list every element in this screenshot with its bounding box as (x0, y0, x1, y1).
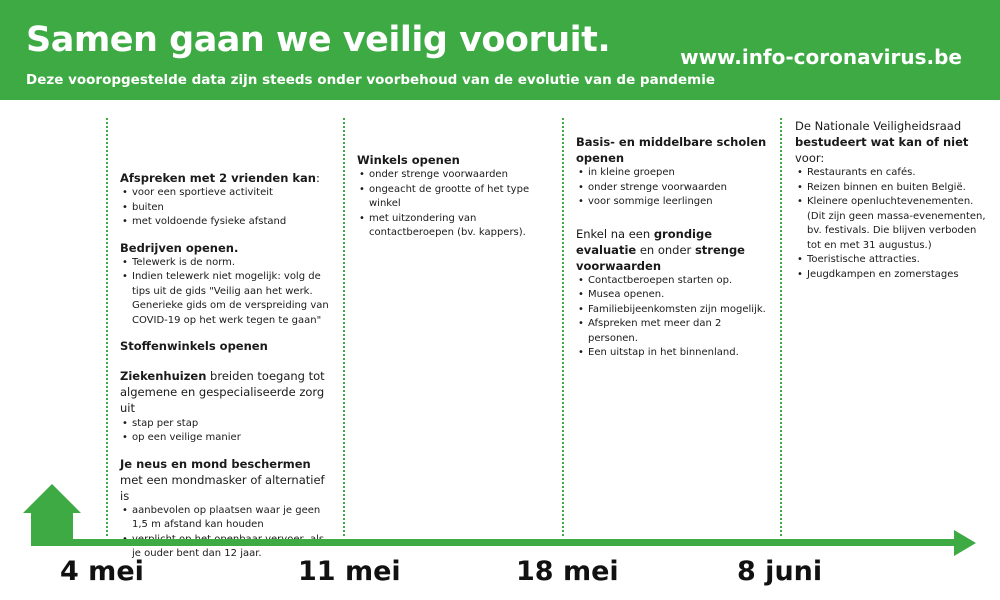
list-item: • voor een sportieve activiteit (120, 186, 336, 201)
list-item: • Familiebijeenkomsten zijn mogelijk. (576, 303, 774, 318)
measure-heading: Afspreken met 2 vrienden kan: (120, 171, 320, 185)
timeline-divider (562, 118, 564, 536)
timeline-axis (35, 539, 957, 546)
phase-18-mei (576, 134, 774, 371)
measure-list (576, 274, 774, 361)
list-item: • onder strenge voorwaarden (576, 181, 774, 196)
measure-list (357, 168, 557, 241)
list-item: • op een veilige manier (120, 431, 336, 446)
measure-heading: De Nationale Veiligheidsraad bestudeert wat kan of niet voor: (795, 119, 969, 166)
list-item: • Reizen binnen en buiten België. (795, 181, 987, 196)
list-item: • met voldoende fysieke afstand (120, 215, 336, 230)
list-item: • voor sommige leerlingen (576, 195, 774, 210)
list-item: • Restaurants en cafés. (795, 166, 987, 181)
measure-heading: Enkel na een grondige evaluatie en onder strenge voorwaarden (576, 226, 745, 273)
measure-list (576, 166, 774, 210)
phase-8-juni (795, 118, 987, 292)
list-item: • Telewerk is de norm. (120, 256, 336, 271)
date-label: 18 mei (516, 556, 619, 587)
house-icon (20, 483, 84, 547)
measure-list (120, 417, 336, 446)
page-title: Samen gaan we veilig vooruit. (26, 20, 611, 60)
list-item: • ongeacht de grootte of het type winkel (357, 183, 557, 212)
measure-block (120, 240, 336, 329)
measure-heading: Winkels openen (357, 153, 460, 167)
measure-block (357, 152, 557, 241)
list-item: • Kleinere openluchtevenementen. (Dit zijn geen massa-evenementen, bv. festivals. Die blijven verboden tot en met 31 augustus.) (795, 195, 987, 253)
header-banner (0, 0, 1000, 100)
list-item: • met uitzondering van contactberoepen (bv. kappers). (357, 212, 557, 241)
measure-heading: Je neus en mond beschermen met een mondmasker of alternatief is (120, 456, 325, 503)
list-item: • Toeristische attracties. (795, 253, 987, 268)
measure-list (120, 256, 336, 329)
measure-list (120, 504, 336, 562)
list-item: • je ouder bent dan 12 jaar. (120, 533, 336, 562)
list-item: • Een uitstap in het binnenland. (576, 346, 774, 361)
timeline-divider (780, 118, 782, 536)
phase-4-mei (120, 170, 336, 572)
measure-list (795, 166, 987, 282)
measure-list (120, 186, 336, 230)
measure-block (795, 118, 987, 282)
measure-block (576, 134, 774, 210)
measure-block (120, 368, 336, 445)
list-item: • onder strenge voorwaarden (357, 168, 557, 183)
page-subtitle: Deze vooropgestelde data zijn steeds onder voorbehoud van de evolutie van de pandemie (26, 72, 715, 88)
arrow-right-icon (954, 530, 976, 556)
list-item: • Indien telewerk niet mogelijk: volg de tips uit de gids "Veilig aan het werk. Generieke gids om de verspreiding van COVID-19 op het werk tegen te gaan" (120, 270, 336, 328)
date-label: 4 mei (60, 556, 144, 587)
measure-block (120, 170, 336, 230)
measure-heading: Stoffenwinkels openen (120, 339, 268, 354)
measure-heading: Bedrijven openen. (120, 240, 239, 255)
measure-heading: Ziekenhuizen breiden toegang tot algemene en gespecialiseerde zorg uit (120, 369, 325, 416)
list-item: • buiten (120, 201, 336, 216)
website-link[interactable]: www.info-coronavirus.be (680, 45, 962, 69)
date-label: 8 juni (737, 556, 823, 587)
date-label: 11 mei (298, 556, 401, 587)
list-item: • Afspreken met meer dan 2 personen. (576, 317, 774, 346)
list-item: • Musea openen. (576, 288, 774, 303)
list-item: • Jeugdkampen en zomerstages (795, 268, 987, 283)
list-item: • Contactberoepen starten op. (576, 274, 774, 289)
measure-heading: Basis- en middelbare scholen openen (576, 135, 767, 166)
phase-11-mei (357, 152, 557, 251)
measure-block (576, 226, 774, 361)
list-item: • aanbevolen op plaatsen waar je geen 1,5 m afstand kan houden (120, 504, 336, 533)
timeline-divider (343, 118, 345, 536)
list-item: • in kleine groepen (576, 166, 774, 181)
timeline-divider (106, 118, 108, 536)
measure-block (120, 338, 336, 354)
list-item: • stap per stap (120, 417, 336, 432)
